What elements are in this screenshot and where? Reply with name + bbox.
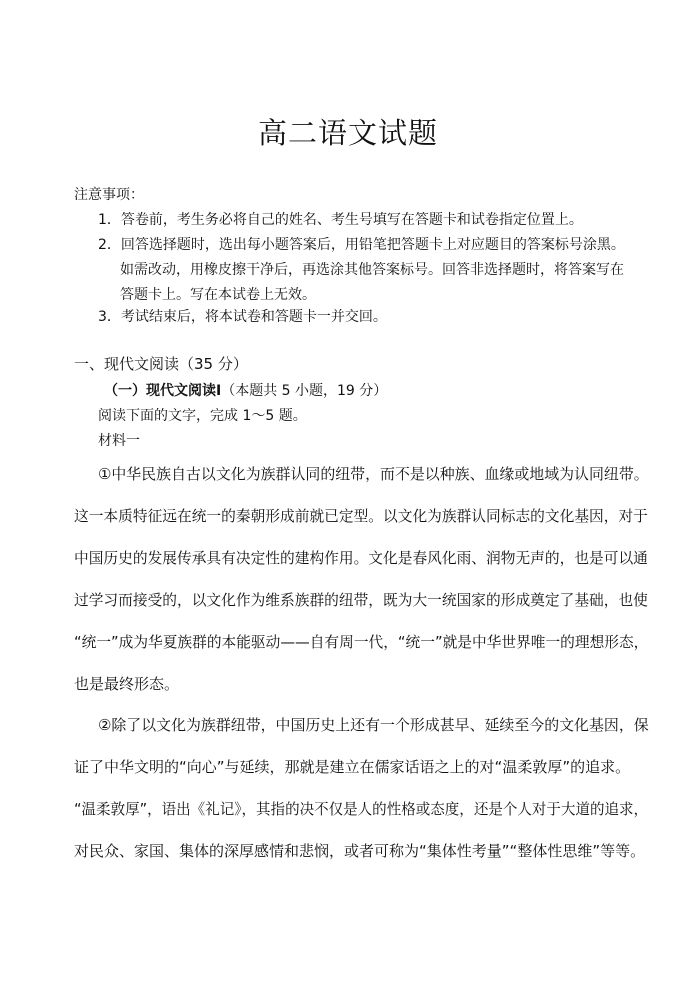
body-line: ①中华民族自古以文化为族群认同的纽带，而不是以种族、血缘或地域为认同纽带。	[98, 465, 649, 483]
notice-item-2-cont: 如需改动，用橡皮擦干净后，再选涂其他答案标号。回答非选择题时，将答案写在	[120, 262, 624, 278]
body-line: 也是最终形态。	[74, 675, 180, 693]
notice-item-3: 3．考试结束后，将本试卷和答题卡一并交回。	[98, 309, 387, 325]
body-line: 中国历史的发展传承具有决定性的建构作用。文化是春风化雨、润物无声的，也是可以通	[74, 549, 648, 567]
body-line: 过学习而接受的，以文化作为维系族群的纽带，既为大一统国家的形成奠定了基础，也使	[74, 591, 648, 609]
body-line: “统一”成为华夏族群的本能驱动——自有周一代，“统一”就是中华世界唯一的理想形态，	[74, 633, 649, 651]
subsection-heading	[104, 381, 387, 401]
page-title: 高二语文试题	[257, 116, 438, 150]
notice-item-2-cont2: 答题卡上。写在本试卷上无效。	[120, 287, 316, 303]
body-line: ②除了以文化为族群纽带，中国历史上还有一个形成甚早、延续至今的文化基因，保	[98, 716, 649, 734]
material-label: 材料一	[98, 433, 140, 449]
body-line: 证了中华文明的“向心”与延续，那就是建立在儒家话语之上的对“温柔敦厚”的追求。	[74, 758, 631, 776]
body-line: 这一本质特征远在统一的秦朝形成前就已定型。以文化为族群认同标志的文化基因，对于	[74, 507, 648, 525]
section-heading: 一、现代文阅读（35 分）	[74, 355, 248, 373]
subsection-note: （本题共 5 小题，19 分）	[221, 383, 388, 399]
body-line: 对民众、家国、集体的深厚感情和悲悯，或者可称为“集体性考量”“整体性思维”等等。	[74, 842, 646, 860]
notice-item-2: 2．回答选择题时，选出每小题答案后，用铅笔把答题卡上对应题目的答案标号涂黑。	[98, 237, 625, 253]
subsection-title: （一）现代文阅读Ⅰ	[104, 383, 222, 399]
body-line: “温柔敦厚”，语出《礼记》，其指的决不仅是人的性格或态度，还是个人对于大道的追求，	[74, 800, 649, 818]
notice-item-1: 1．答卷前，考生务必将自己的姓名、考生号填写在答题卡和试卷指定位置上。	[98, 212, 583, 228]
notice-heading: 注意事项：	[74, 187, 144, 203]
reading-instruction: 阅读下面的文字，完成 1～5 题。	[98, 408, 307, 424]
